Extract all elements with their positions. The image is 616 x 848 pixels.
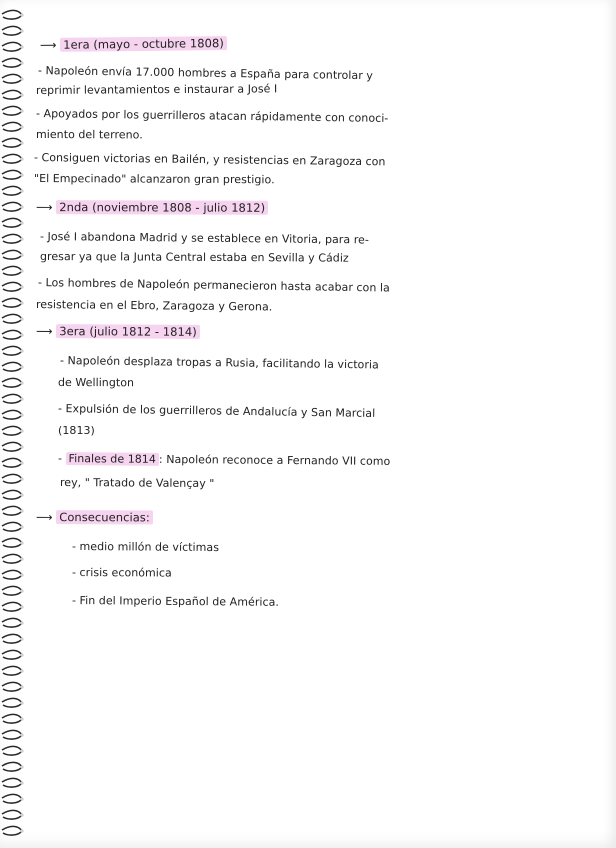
spiral-loop bbox=[2, 154, 22, 163]
spiral-hole bbox=[20, 397, 23, 400]
text-line: (1813) bbox=[58, 424, 95, 437]
arrow-icon: ⟶ bbox=[35, 324, 53, 339]
spiral-hole bbox=[20, 269, 23, 272]
spiral-hole bbox=[20, 765, 23, 768]
spiral-hole bbox=[20, 189, 23, 192]
arrow-icon: ⟶ bbox=[35, 200, 53, 215]
spiral-hole bbox=[20, 237, 23, 240]
section-4-title: Consecuencias: bbox=[56, 510, 153, 524]
spiral-loop bbox=[2, 58, 22, 67]
spiral-hole bbox=[20, 109, 23, 112]
section-2-heading bbox=[36, 200, 268, 215]
spiral-hole bbox=[20, 301, 23, 304]
spiral-hole bbox=[20, 77, 23, 80]
spiral-loop bbox=[2, 122, 22, 131]
spiral-loop bbox=[2, 458, 22, 467]
text-line: miento del terreno. bbox=[35, 128, 143, 142]
spiral-loop bbox=[2, 506, 22, 515]
spiral-loop bbox=[2, 330, 22, 339]
highlight-label: Finales de 1814 bbox=[66, 452, 159, 466]
text-line: - Consiguen victorias en Bailén, y resistencias en Zaragoza con bbox=[33, 151, 386, 169]
spiral-loop bbox=[2, 538, 22, 547]
spiral-hole bbox=[20, 829, 23, 832]
spiral-loop bbox=[2, 266, 22, 275]
spiral-loop bbox=[2, 746, 22, 755]
spiral-hole bbox=[20, 253, 23, 256]
spiral-hole bbox=[20, 589, 23, 592]
spiral-loop bbox=[2, 634, 22, 643]
spiral-loop bbox=[2, 618, 22, 627]
spiral-loop bbox=[2, 170, 22, 179]
spiral-hole bbox=[20, 797, 23, 800]
spiral-hole bbox=[20, 221, 23, 224]
spiral-loop bbox=[2, 650, 22, 659]
spiral-hole bbox=[20, 669, 23, 672]
spiral-hole bbox=[20, 173, 23, 176]
text-line: resistencia en el Ebro, Zaragoza y Gerona. bbox=[35, 298, 273, 314]
spiral-hole bbox=[20, 749, 23, 752]
spiral-hole bbox=[20, 205, 23, 208]
text-line: gresar ya que la Junta Central estaba en Sevilla y Cádiz bbox=[39, 250, 349, 265]
spiral-loop bbox=[2, 714, 22, 723]
section-1-heading bbox=[40, 36, 227, 52]
spiral-loop bbox=[2, 10, 22, 19]
spiral-loop bbox=[2, 730, 22, 739]
spiral-loop bbox=[2, 762, 22, 771]
spiral-hole bbox=[20, 525, 23, 528]
spiral-hole bbox=[20, 413, 23, 416]
spiral-hole bbox=[20, 365, 23, 368]
spiral-loop bbox=[2, 474, 22, 483]
spiral-hole bbox=[20, 541, 23, 544]
spiral-loop bbox=[2, 186, 22, 195]
spiral-loop bbox=[2, 442, 22, 451]
spiral-loop bbox=[2, 250, 22, 259]
text-line: - Apoyados por los guerrilleros atacan rápidamente con conoci- bbox=[35, 107, 389, 125]
spiral-hole bbox=[20, 461, 23, 464]
spiral-hole bbox=[20, 717, 23, 720]
spiral-loop bbox=[2, 554, 22, 563]
spiral-loop bbox=[2, 218, 22, 227]
text-line: de Wellington bbox=[57, 376, 135, 390]
section-3-title: 3era (julio 1812 - 1814) bbox=[56, 324, 200, 339]
spiral-loop bbox=[2, 698, 22, 707]
spiral-loop bbox=[2, 106, 22, 115]
text-fragment: : Napoleón reconoce a Fernando VII como bbox=[158, 452, 391, 468]
spiral-loop bbox=[2, 586, 22, 595]
spiral-loop bbox=[2, 74, 22, 83]
spiral-hole bbox=[20, 733, 23, 736]
text-line: - Expulsión de los guerrilleros de Andalucía y San Marcial bbox=[57, 402, 376, 420]
section-3-heading bbox=[36, 324, 200, 339]
spiral-hole bbox=[20, 685, 23, 688]
spiral-loop bbox=[2, 314, 22, 323]
text-line: - Los hombres de Napoleón permanecieron hasta acabar con la bbox=[37, 276, 390, 295]
spiral-loop bbox=[2, 234, 22, 243]
spiral-hole bbox=[20, 653, 23, 656]
spiral-loop bbox=[2, 794, 22, 803]
spiral-loop bbox=[2, 810, 22, 819]
spiral-hole bbox=[20, 285, 23, 288]
spiral-binding bbox=[0, 0, 26, 848]
text-line: - crisis económica bbox=[71, 566, 172, 580]
spiral-loop bbox=[2, 362, 22, 371]
spiral-loop bbox=[2, 522, 22, 531]
spiral-loop bbox=[2, 394, 22, 403]
text-line: "El Empecinado" alcanzaron gran prestigio. bbox=[33, 172, 275, 187]
spiral-loop bbox=[2, 570, 22, 579]
spiral-hole bbox=[20, 621, 23, 624]
spiral-hole bbox=[20, 813, 23, 816]
text-line: reprimir levantamientos e instaurar a José I bbox=[35, 82, 278, 97]
spiral-loop bbox=[2, 298, 22, 307]
spiral-loop bbox=[2, 490, 22, 499]
spiral-hole bbox=[20, 333, 23, 336]
spiral-hole bbox=[20, 125, 23, 128]
spiral-loop bbox=[2, 138, 22, 147]
section-2-title: 2nda (noviembre 1808 - julio 1812) bbox=[56, 200, 268, 215]
text-line: - Napoleón envía 17.000 hombres a España para controlar y bbox=[37, 64, 374, 83]
spiral-hole bbox=[20, 61, 23, 64]
text-line: - José I abandona Madrid y se establece en Vitoria, para re- bbox=[39, 230, 369, 247]
spiral-hole bbox=[20, 509, 23, 512]
arrow-icon: ⟶ bbox=[35, 510, 53, 525]
spiral-hole bbox=[20, 605, 23, 608]
spiral-hole bbox=[20, 141, 23, 144]
text-line: - medio millón de víctimas bbox=[71, 540, 220, 555]
spiral-loop bbox=[2, 666, 22, 675]
spiral-loop bbox=[2, 682, 22, 691]
spiral-hole bbox=[20, 637, 23, 640]
spiral-hole bbox=[20, 493, 23, 496]
spiral-hole bbox=[20, 157, 23, 160]
spiral-loop bbox=[2, 202, 22, 211]
spiral-loop bbox=[2, 90, 22, 99]
spiral-hole bbox=[20, 781, 23, 784]
spiral-hole bbox=[20, 13, 23, 16]
spiral-loop bbox=[2, 346, 22, 355]
text-line: - Fin del Imperio Español de América. bbox=[71, 594, 280, 609]
spiral-hole bbox=[20, 429, 23, 432]
spiral-loop bbox=[2, 378, 22, 387]
spiral-hole bbox=[20, 445, 23, 448]
spiral-hole bbox=[20, 701, 23, 704]
spiral-hole bbox=[20, 45, 23, 48]
spiral-loop bbox=[2, 410, 22, 419]
section-4-heading bbox=[36, 510, 153, 524]
spiral-loop bbox=[2, 602, 22, 611]
spiral-loop bbox=[2, 826, 22, 835]
spiral-loop bbox=[2, 42, 22, 51]
spiral-hole bbox=[20, 557, 23, 560]
spiral-loop bbox=[2, 282, 22, 291]
arrow-icon: ⟶ bbox=[39, 37, 57, 52]
spiral-hole bbox=[20, 573, 23, 576]
spiral-hole bbox=[20, 381, 23, 384]
spiral-loop bbox=[2, 778, 22, 787]
spiral-hole bbox=[20, 477, 23, 480]
spiral-loop bbox=[2, 26, 22, 35]
spiral-hole bbox=[20, 349, 23, 352]
section-1-title: 1era (mayo - octubre 1808) bbox=[60, 36, 227, 52]
spiral-hole bbox=[20, 93, 23, 96]
spiral-hole bbox=[20, 29, 23, 32]
text-line: - Finales de 1814 : Napoleón reconoce a Fernando VII como bbox=[57, 452, 391, 468]
spiral-hole bbox=[20, 317, 23, 320]
spiral-loop bbox=[2, 426, 22, 435]
text-line: rey, " Tratado de Valençay " bbox=[59, 476, 215, 491]
text-line: - Napoleón desplaza tropas a Rusia, facilitando la victoria bbox=[59, 354, 379, 372]
